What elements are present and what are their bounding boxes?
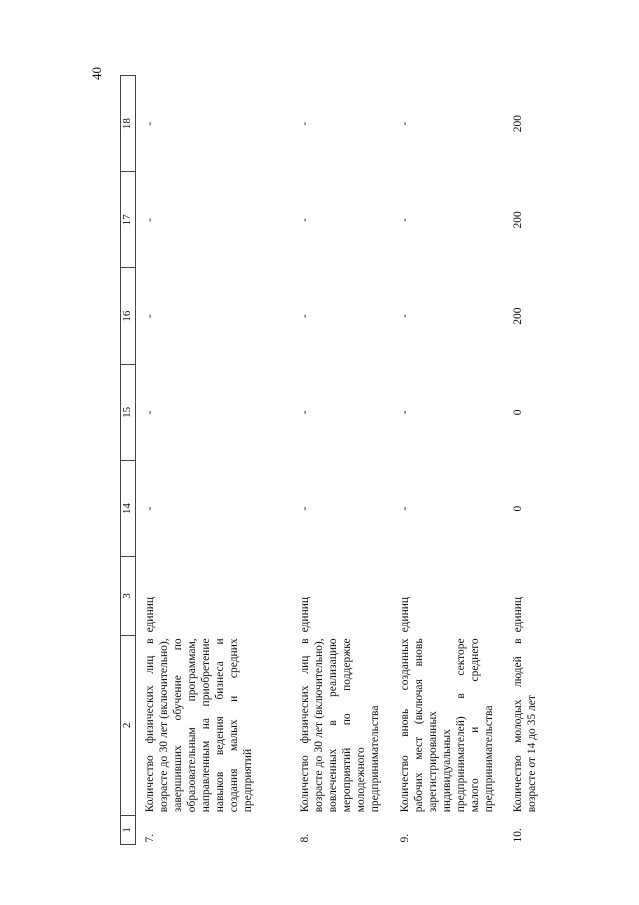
indicator-description: Количество молодых людей в возрасте от 14 до 35 лет <box>511 638 538 813</box>
value-cell: 200 <box>511 115 524 133</box>
row-number: 7. <box>144 833 156 843</box>
row-number: 9. <box>398 833 411 843</box>
value-cell: - <box>398 314 411 319</box>
value-cell: - <box>398 121 411 126</box>
indicators-table-container <box>120 75 620 845</box>
value-cell: - <box>298 506 311 511</box>
value-cell: - <box>144 314 156 319</box>
page-number: 40 <box>89 67 104 80</box>
value-cell: 0 <box>511 409 524 416</box>
unit-cell: единиц <box>144 596 156 633</box>
indicator-description: Количество вновь созданных рабочих мест (включая вновь зарегистрированных индивидуальных предпринимателей) в секторе малого и среднего предпринимательства <box>398 638 495 813</box>
col-header-1: 1 <box>121 815 136 844</box>
col-header-17: 17 <box>121 172 136 268</box>
indicator-description: Количество физических лиц в возрасте до 30 лет (включительно), завершивших обучение по образовательным программам, направленным на приобретение навыков ведения бизнеса и создания малых и средних предприятий <box>144 638 255 813</box>
value-cell: 0 <box>511 505 524 512</box>
row-number: 8. <box>298 833 311 843</box>
unit-cell: единиц <box>298 596 311 633</box>
col-header-14: 14 <box>121 460 136 556</box>
value-cell: - <box>298 314 311 319</box>
value-cell: - <box>398 410 411 415</box>
col-header-3: 3 <box>121 557 136 636</box>
col-header-16: 16 <box>121 268 136 364</box>
value-cell: 200 <box>511 211 524 229</box>
indicator-description: Количество физических лиц в возрасте до 30 лет (включительно), вовлеченных в реализацию мероприятий по поддержке молодежного предпринимательства <box>298 638 381 813</box>
col-header-15: 15 <box>121 364 136 460</box>
value-cell: - <box>298 217 311 222</box>
table-row <box>391 76 504 845</box>
table-row <box>291 76 391 845</box>
value-cell: - <box>144 121 156 126</box>
value-cell: - <box>298 410 311 415</box>
row-number: 10. <box>511 828 524 843</box>
table-row <box>136 76 291 845</box>
unit-cell: единиц <box>398 596 411 633</box>
table-row <box>504 76 564 845</box>
value-cell: - <box>144 217 156 222</box>
value-cell: 200 <box>511 307 524 325</box>
header-row <box>121 76 136 845</box>
value-cell: - <box>398 506 411 511</box>
value-cell: - <box>144 410 156 415</box>
unit-cell: единиц <box>511 596 524 633</box>
indicators-table <box>120 75 564 845</box>
col-header-2: 2 <box>121 635 136 815</box>
value-cell: - <box>398 217 411 222</box>
value-cell: - <box>144 506 156 511</box>
col-header-18: 18 <box>121 76 136 172</box>
value-cell: - <box>298 121 311 126</box>
